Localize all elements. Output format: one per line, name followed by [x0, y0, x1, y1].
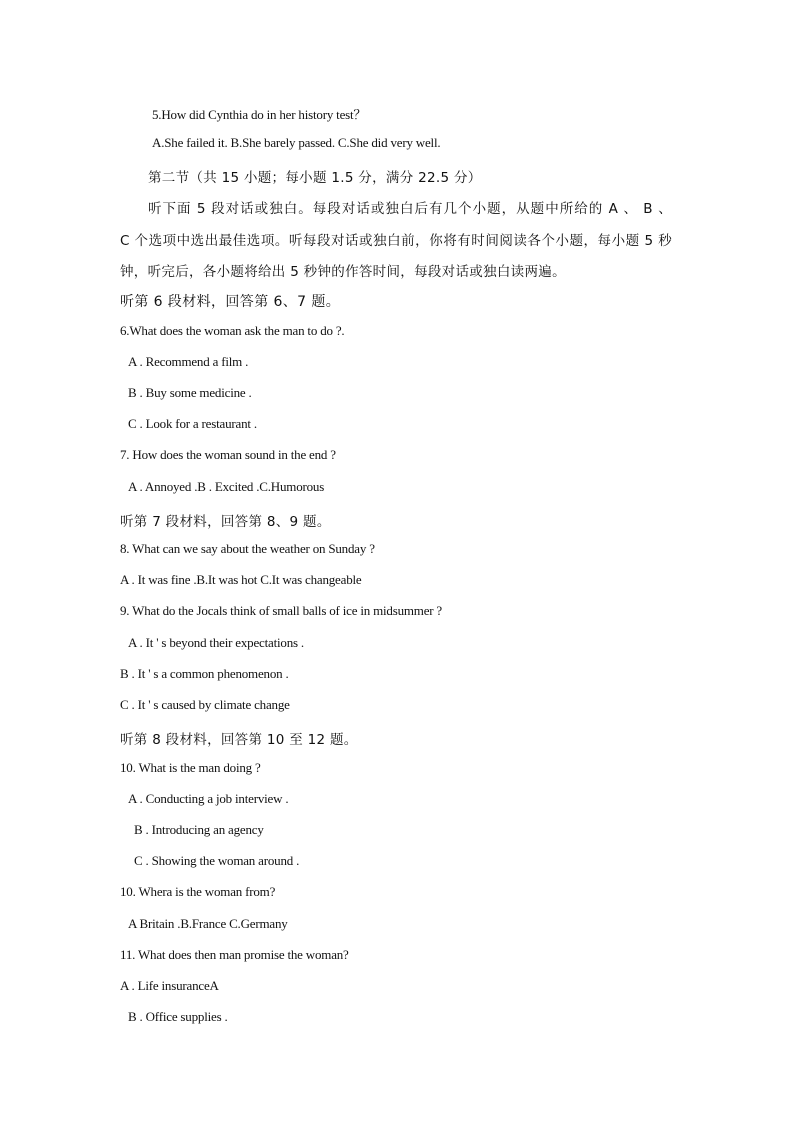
question-10-option-b: B . Introducing an agency [134, 822, 264, 837]
question-6-option-c: C . Look for a restaurant . [128, 416, 257, 431]
question-11: 11. What does then man promise the woman? [120, 947, 349, 962]
question-6-option-b: B . Buy some medicine . [128, 385, 252, 400]
question-10b: 10. Whera is the woman from? [120, 884, 276, 899]
question-9-option-c: C . It ' s caused by climate change [120, 697, 290, 712]
question-8-options: A . It was fine .B.It was hot C.It was changeable [120, 572, 362, 587]
question-9: 9. What do the Jocals think of small balls of ice in midsummer ? [120, 603, 443, 618]
question-7: 7. How does the woman sound in the end ? [120, 447, 336, 462]
question-9-option-b: B . It ' s a common phenomenon . [120, 666, 289, 681]
material-7-heading: 听第 7 段材料，回答第 8、9 题。 [120, 514, 331, 530]
question-10: 10. What is the man doing ? [120, 760, 261, 775]
material-8-heading: 听第 8 段材料，回答第 10 至 12 题。 [120, 732, 358, 748]
question-8: 8. What can we say about the weather on Sunday ? [120, 541, 375, 556]
question-6: 6.What does the woman ask the man to do ?. [120, 323, 345, 338]
question-10-option-a: A . Conducting a job interview . [128, 791, 289, 806]
section-2-instructions-line-1: 听下面 5 段对话或独白。每段对话或独白后有几个小题，从题中所给的 A 、 B 、 [148, 201, 672, 217]
question-10-option-c: C . Showing the woman around . [134, 853, 300, 868]
question-6-option-a: A . Recommend a film . [128, 354, 249, 369]
section-2-heading: 第二节（共 15 小题；每小题 1.5 分，满分 22.5 分） [148, 170, 482, 186]
question-10b-options: A Britain .B.France C.Germany [128, 916, 288, 931]
question-11-option-a: A . Life insuranceA [120, 978, 219, 993]
question-11-option-b: B . Office supplies . [128, 1009, 228, 1024]
question-9-option-a: A . It ' s beyond their expectations . [128, 635, 304, 650]
section-2-instructions-line-3: 钟，听完后，各小题将给出 5 秒钟的作答时间，每段对话或独白读两遍。 [120, 264, 566, 280]
question-5-options: A.She failed it. B.She barely passed. C.She did very well. [152, 135, 441, 150]
material-6-heading: 听第 6 段材料，回答第 6、7 题。 [120, 294, 341, 310]
question-7-options: A . Annoyed .B . Excited .C.Humorous [128, 479, 325, 494]
section-2-instructions-line-2: C 个选项中选出最佳选项。听每段对话或独白前，你将有时间阅读各个小题，每小题 5 秒 [120, 233, 672, 249]
question-5: 5.How did Cynthia do in her history test？ [152, 107, 367, 122]
